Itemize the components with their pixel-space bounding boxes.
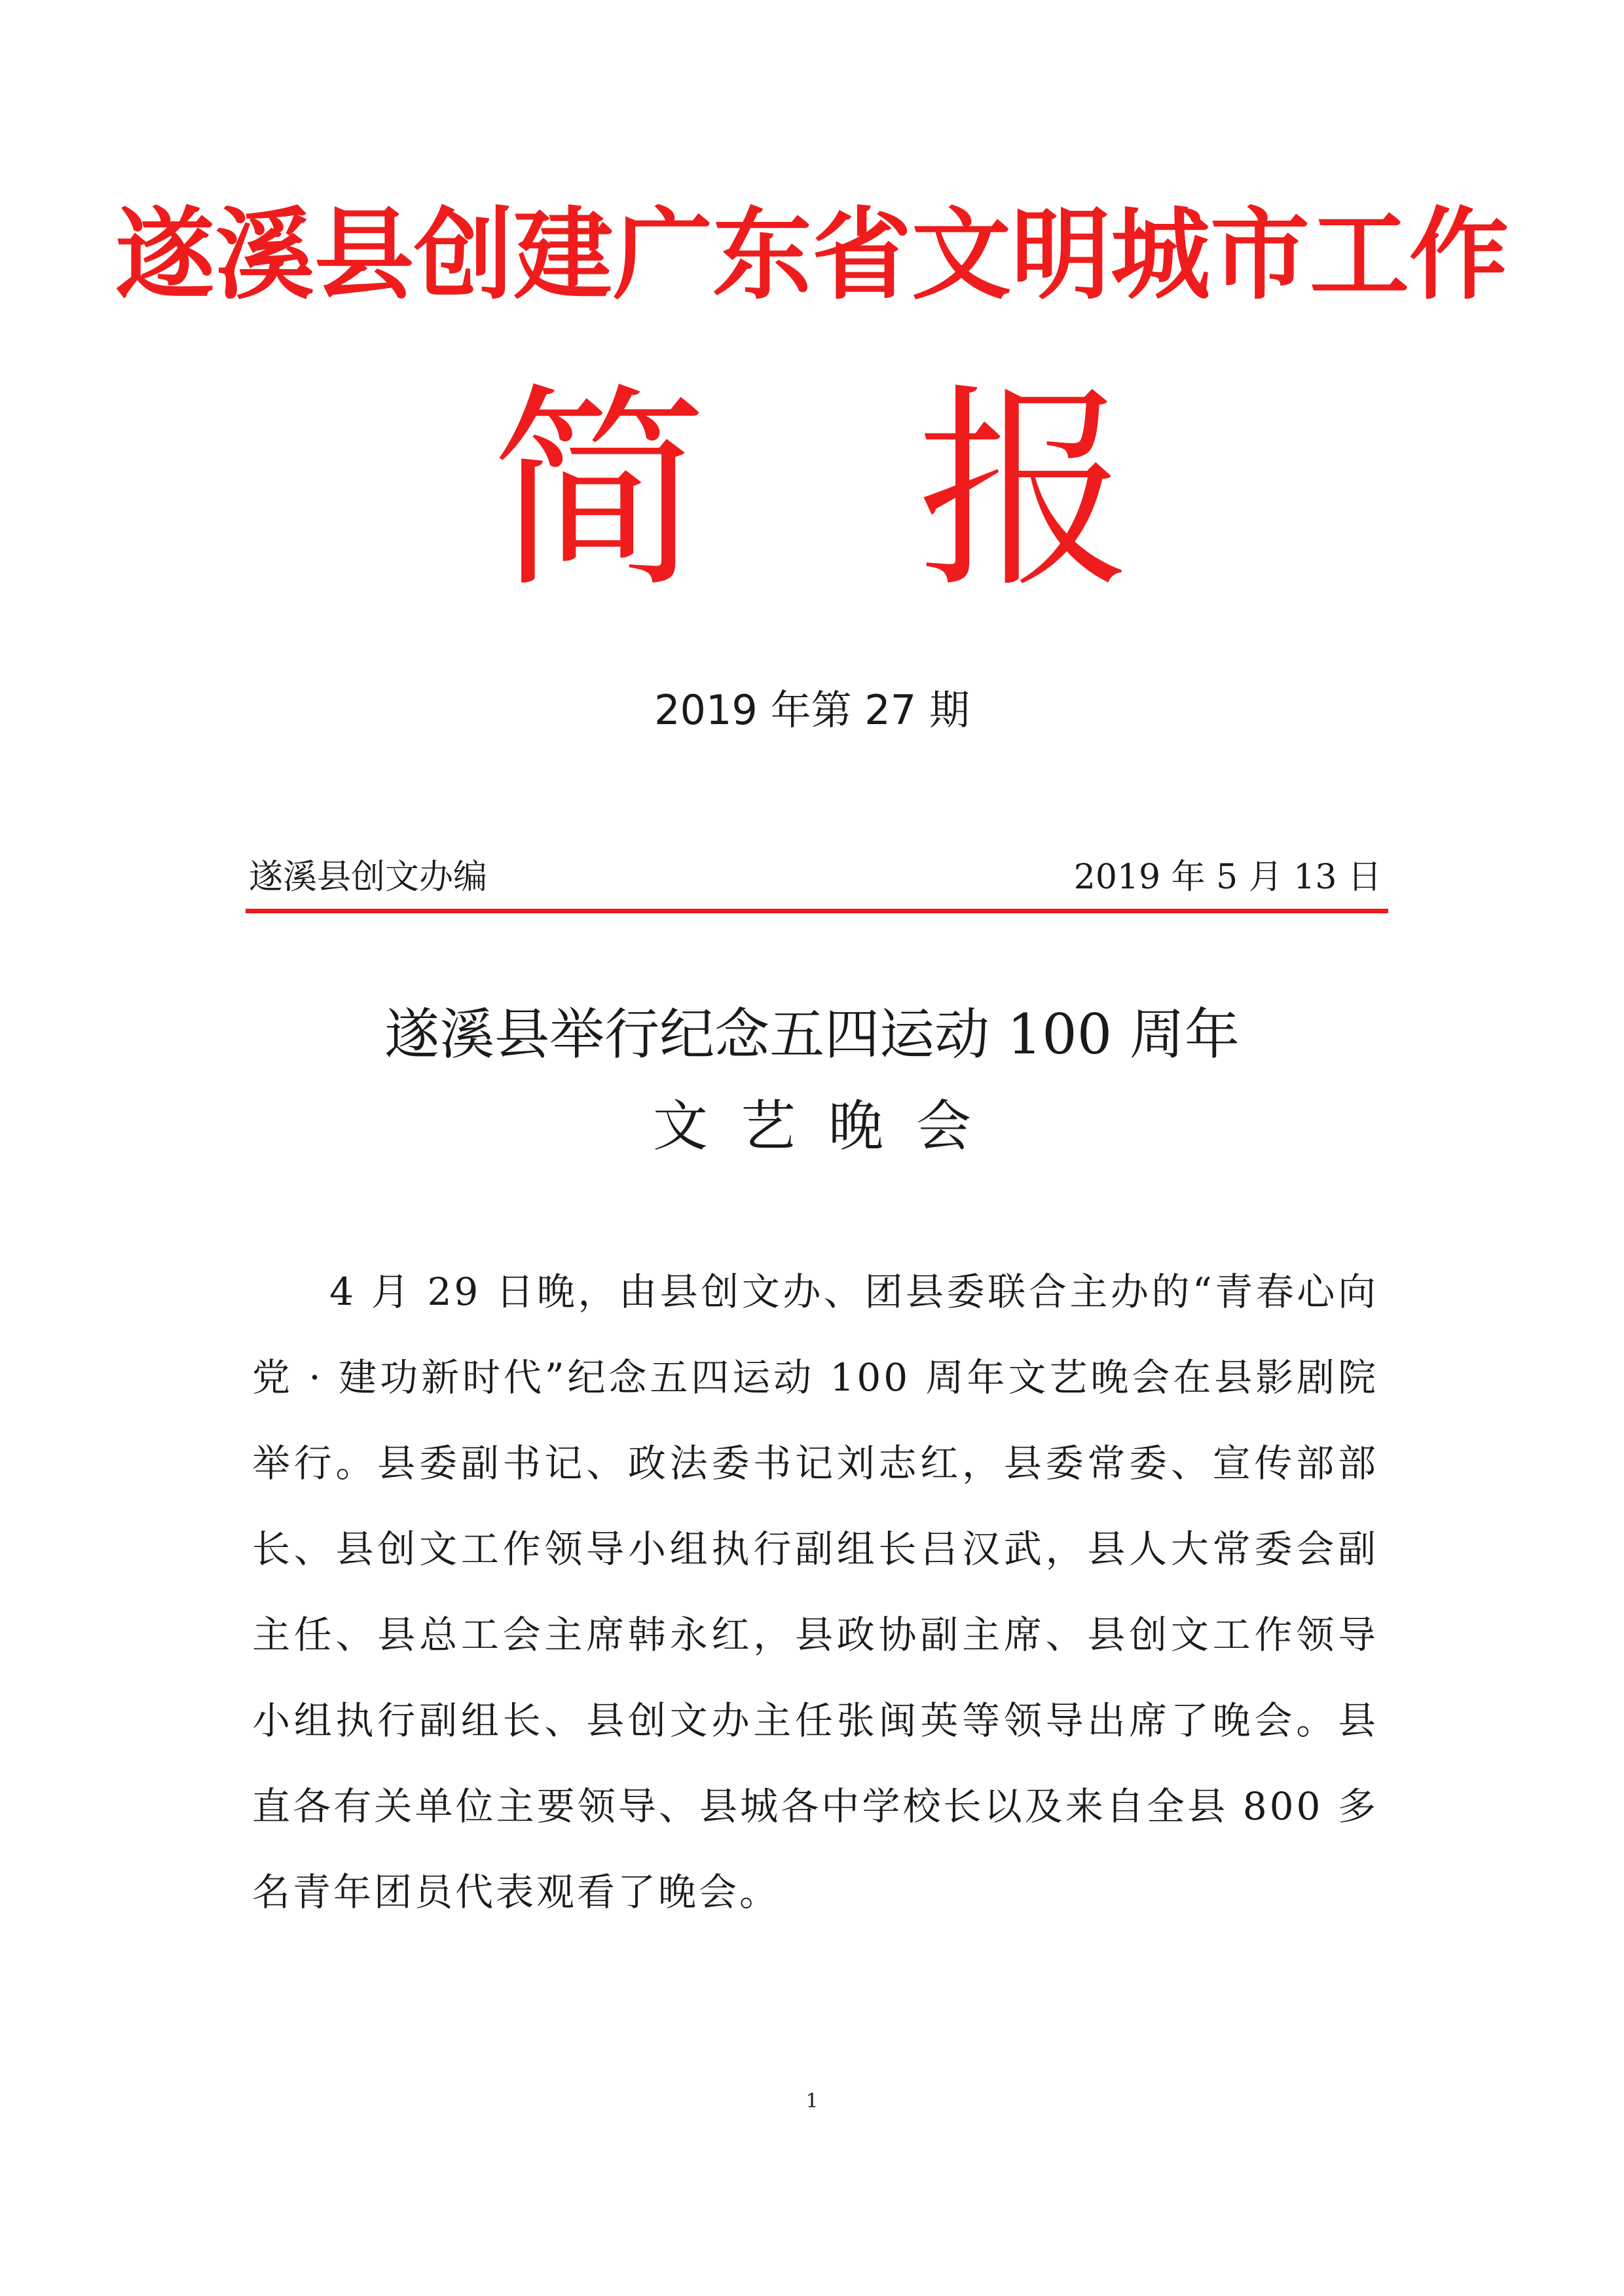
article-title-line1: 遂溪县举行纪念五四运动 100 周年 [384, 1002, 1240, 1066]
red-divider-rule [246, 909, 1388, 913]
article-title-line2: 文艺晚会 [652, 1094, 1004, 1158]
issue-number: 2019 年第 27 期 [654, 686, 970, 734]
issue-date: 2019 年 5 月 13 日 [1073, 858, 1382, 897]
editor-label: 遂溪县创文办编 [249, 858, 488, 897]
byline [249, 851, 1382, 903]
page-number: 1 [805, 2090, 819, 2113]
masthead-char-jian: 简 [491, 365, 707, 617]
masthead-title: 遂溪县创建广东省文明城市工作 [115, 197, 1509, 313]
masthead-char-bao: 报 [917, 365, 1133, 617]
article-body-paragraph: 4 月 29 日晚，由县创文办、团县委联合主办的“青春心向党 · 建功新时代”纪念五四运动 100 周年文艺晚会在县影剧院举行。县委副书记、政法委书记刘志红，县委常委、宣传部部长、县创文工作领导小组执行副组长吕汉武，县人大常委会副主任、县总工会主席韩永红，县政协副主席、县创文工作领导小组执行副组长、县创文办主任张闽英等领导出席了晚会。县直各有关单位主要领导、县城各中学校长以及来自全县 800 多名青年团员代表观看了晚会。 [252, 1269, 1378, 1914]
masthead-bulletin-label [0, 367, 1624, 615]
